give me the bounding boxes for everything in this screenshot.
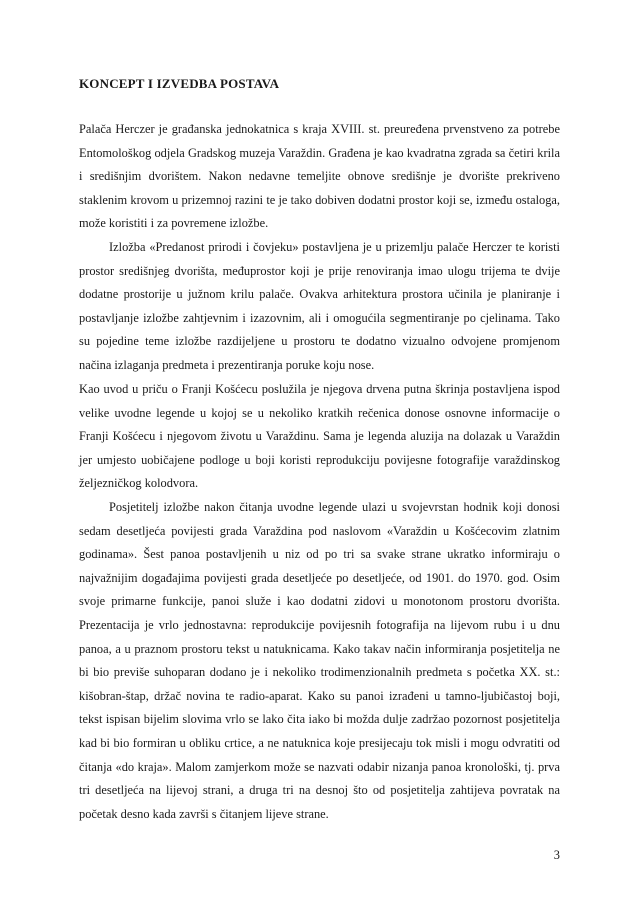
section-heading: KONCEPT I IZVEDBA POSTAVA bbox=[79, 76, 280, 91]
paragraph-2: Izložba «Predanost prirodi i čovjeku» postavljena je u prizemlju palače Herczer te koristi prostor središnjeg dvorišta, međuprostor koji je prije renoviranja imao ulogu trijema te dvije dodatne prostorije u južnom krilu palače. Ovakva arhitektura prostora učinila je planiranje i postavljanje izložbe zahtjevnim i izazovnim, ali i omogućila segmentiranje po cjelinama. Tako su pojedine teme izložbe razdijeljene u prostoru te dodatno vizualno odvojene promjenom načina izlaganja predmeta i prezentiranja poruke koju nose. bbox=[79, 239, 560, 372]
paragraph-1: Palača Herczer je građanska jednokatnica s kraja XVIII. st. preuređena prvenstveno za potrebe Entomološkog odjela Gradskog muzeja Varaždin. Građena je kao kvadratna zgrada sa četiri krila i središnjim dvorištem. Nakon nedavne temeljite obnove središnje je dvorište prekriveno staklenim krovom u prizemnoj razini te je tako dobiven dodatni prostor koji se, između ostaloga, može koristiti i za povremene izložbe. bbox=[79, 122, 560, 231]
section-block-2 bbox=[79, 378, 560, 826]
page-number: 3 bbox=[553, 848, 560, 862]
paragraph-4: Posjetitelj izložbe nakon čitanja uvodne legende ulazi u svojevrstan hodnik koji donosi sedam desetljeća povijesti grada Varaždina pod naslovom «Varaždin u Košćecovim zlatnim godinama». Šest panoa postavljenih u niz od po tri sa svake strane ukratko informiraju o najvažnijim događajima povijesti grada desetljeće po desetljeće, od 1901. do 1970. god. Osim svoje primarne funkcije, panoi služe i kao dodatni zidovi u monotonom prostoru dvorišta. Prezentacija je vrlo jednostavna: reprodukcije povijesnih fotografija na lijevom rubu i u dnu panoa, a u praznom prostoru tekst u natuknicama. Kako takav način informiranja posjetitelja ne bi bio previše suhoparan dodano je i nekoliko trodimenzionalnih predmeta s početka XX. st.: kišobran-štap, držač novina te radio-aparat. Kako su panoi izrađeni u tamno-ljubičastoj boji, tekst ispisan bijelim slovima vrlo se lako čita iako bi možda dulje zadržao pozornost posjetitelja kad bi bio formiran u obliku crtice, a ne natuknica koje presijecaju tok misli i mogu odvratiti od čitanja «do kraja». Malom zamjerkom može se nazvati odabir nizanja panoa kronološki, tj. prva tri desetljeća na lijevoj strani, a druga tri na desnoj što od posjetitelja zahtijeva povratak na početak desno kada završi s čitanjem lijeve strane. bbox=[79, 499, 560, 821]
section-block-1 bbox=[79, 118, 560, 378]
paragraph-3: Kao uvod u priču o Franji Košćecu poslužila je njegova drvena putna škrinja postavljena ispod velike uvodne legende u kojoj se u nekoliko kratkih rečenica donose osnovne informacije o Franji Košćecu i njegovom životu u Varaždinu. Sama je legenda aluzija na dolazak u Varaždin jer umjesto uobičajene podloge u boji koristi reprodukciju povijesne fotografije varaždinskog željezničkog kolodvora. bbox=[79, 382, 560, 491]
document-page bbox=[79, 0, 560, 902]
